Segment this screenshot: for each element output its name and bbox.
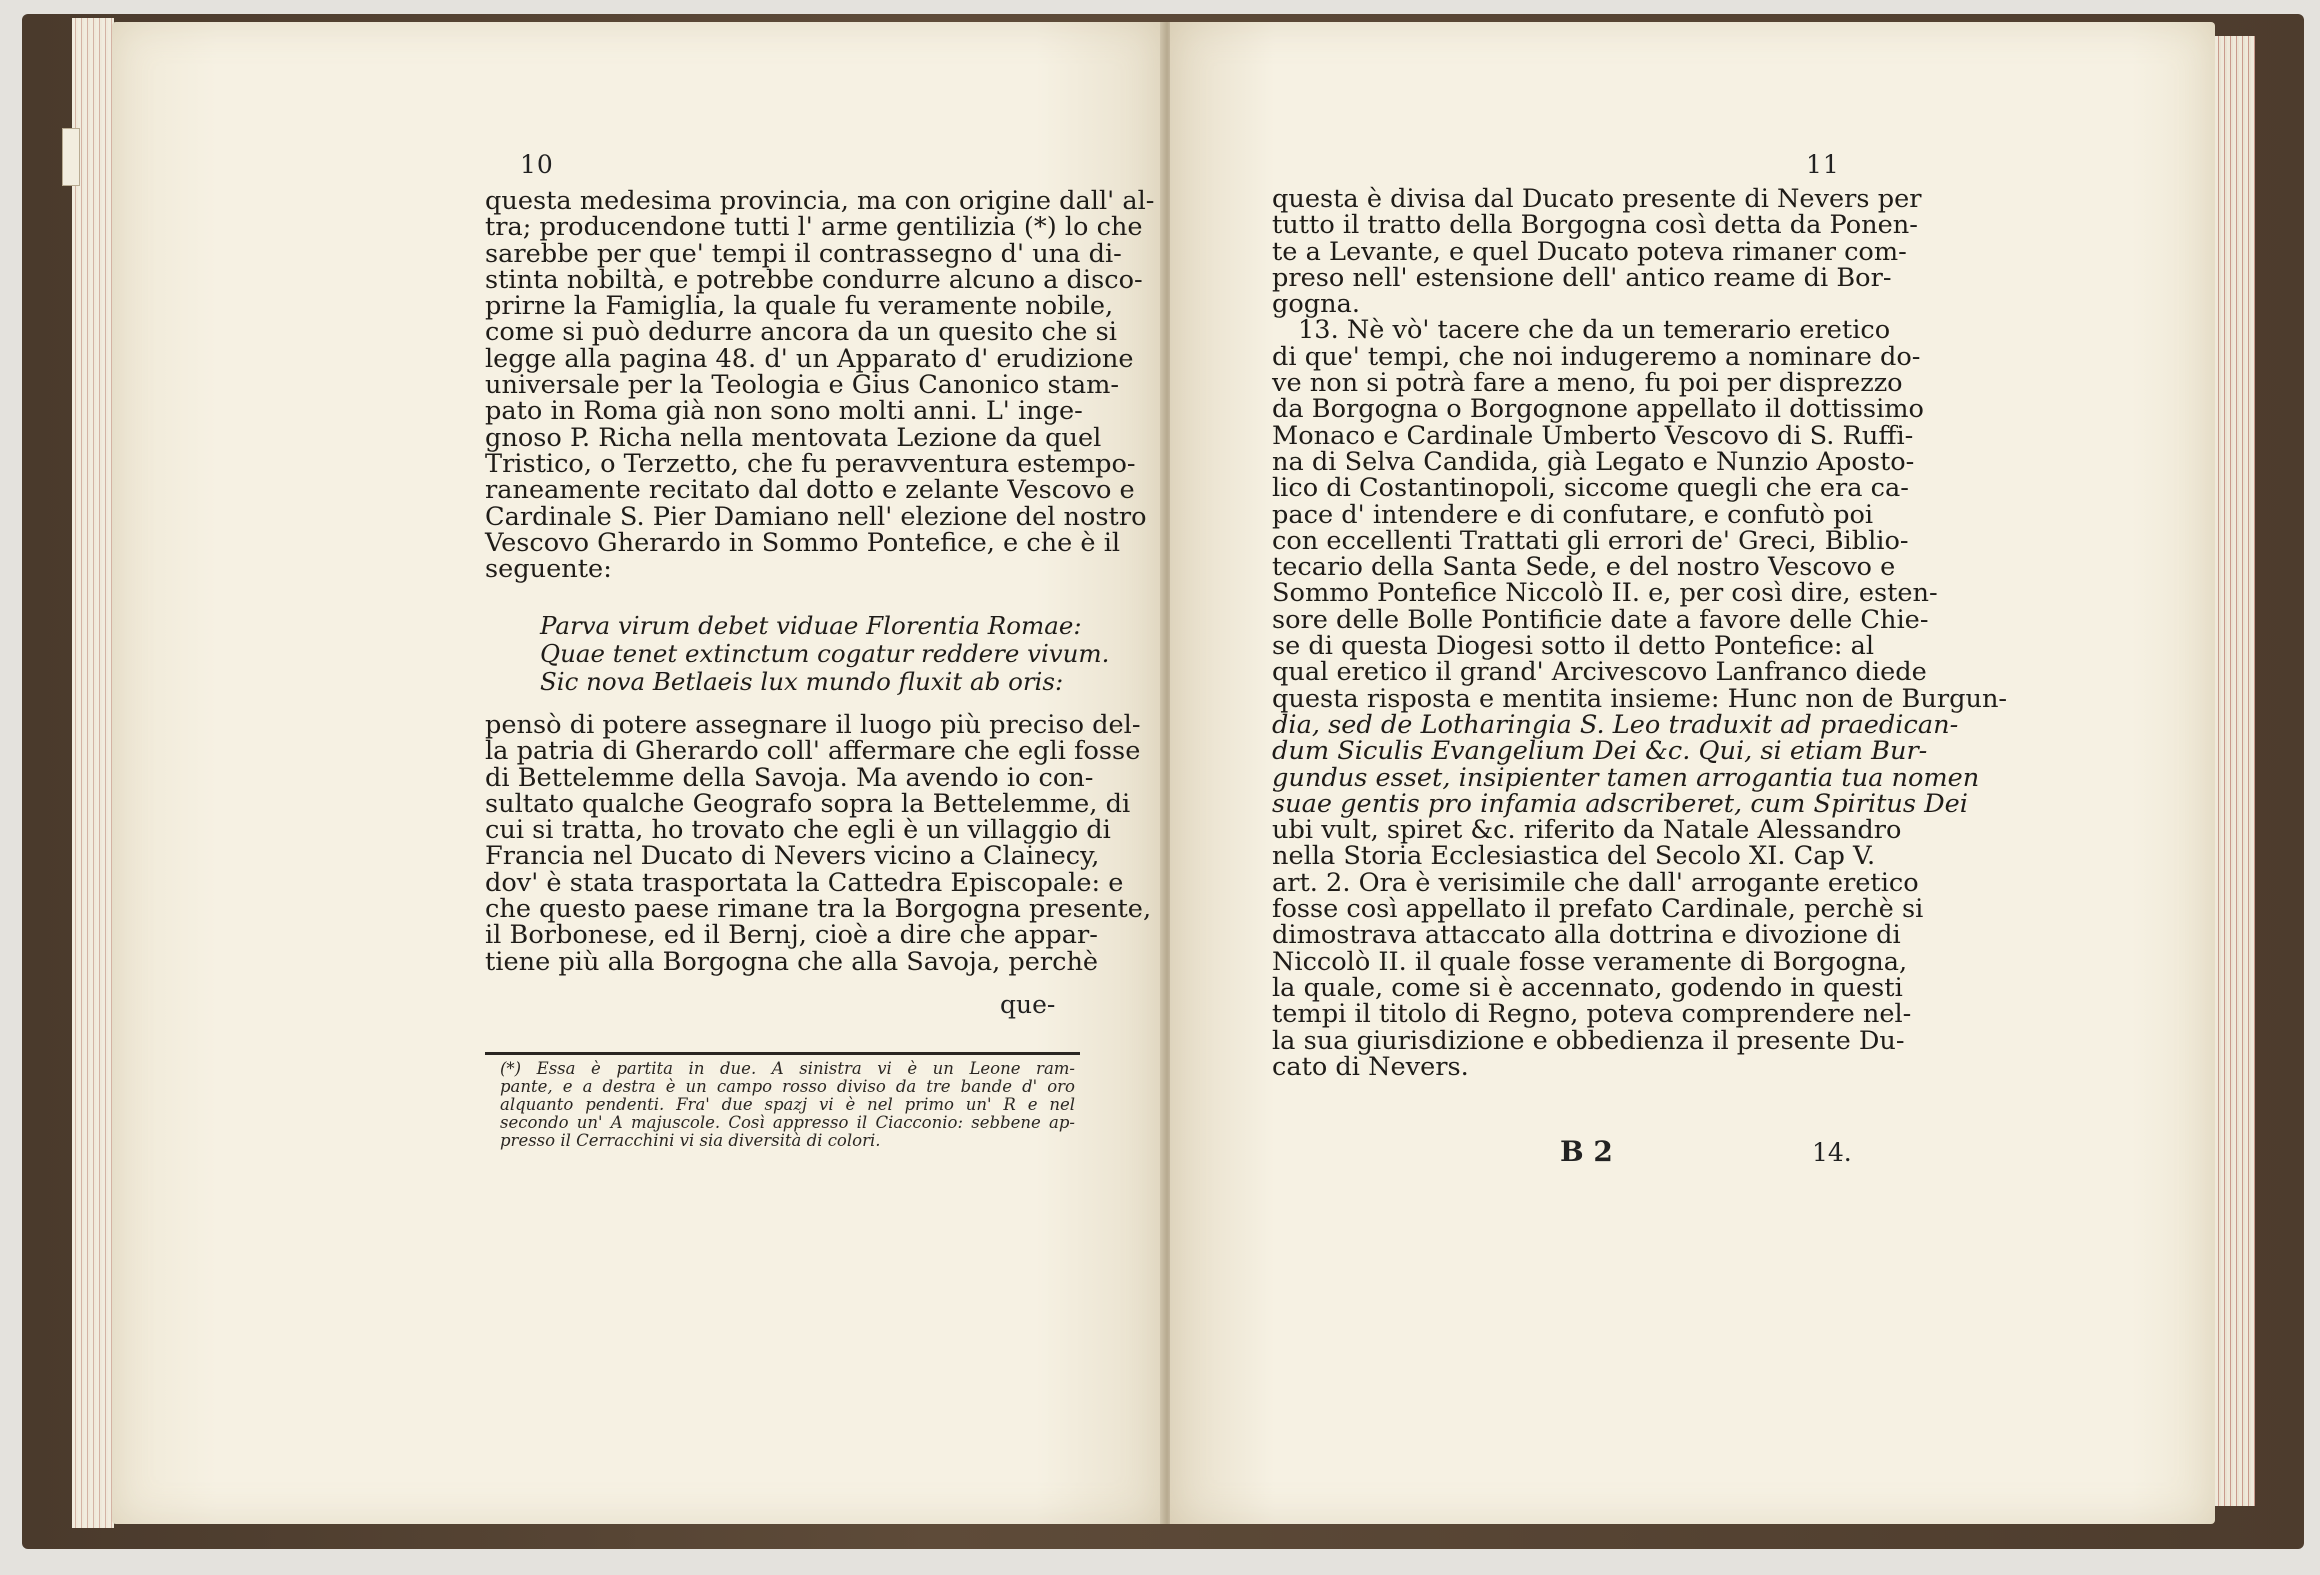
footnote-rule xyxy=(485,1052,1080,1055)
right-signature-mark: B 2 xyxy=(1560,1135,1613,1168)
text-line: il Borbonese, ed il Bernj, cioè a dire che appar- xyxy=(485,920,1098,951)
text-line: nella Storia Ecclesiastica del Secolo XI. Cap V. xyxy=(1272,841,1876,872)
text-line: cato di Nevers. xyxy=(1272,1051,1469,1082)
text-line: gogna. xyxy=(1272,289,1361,320)
verse-line: Parva virum debet viduae Florentia Romae: xyxy=(540,611,1082,640)
text-line: tutto il tratto della Borgogna così detta da Ponen- xyxy=(1272,210,1918,241)
text-line: sore delle Bolle Pontificie date a favore delle Chie- xyxy=(1272,604,1929,635)
text-line: con eccellenti Trattati gli errori de' Greci, Biblio- xyxy=(1272,525,1909,556)
left-footnote xyxy=(500,1060,1075,1150)
text-line: tempi il titolo di Regno, poteva comprendere nel- xyxy=(1272,999,1912,1030)
text-line: suae gentis pro infamia adscriberet, cum Spiritus Dei xyxy=(1272,788,1968,819)
text-line: te a Levante, e quel Ducato poteva rimaner com- xyxy=(1272,236,1907,267)
text-line: Sommo Pontefice Niccolò II. e, per così dire, esten- xyxy=(1272,578,1938,609)
text-line: tiene più alla Borgogna che alla Savoja, perchè xyxy=(485,946,1099,977)
text-line: dia, sed de Lotharingia S. Leo traduxit ad praedican- xyxy=(1272,709,1959,740)
text-line: universale per la Teologia e Gius Canonico stam- xyxy=(485,370,1120,401)
text-line: Vescovo Gherardo in Sommo Pontefice, e che è il xyxy=(485,527,1121,558)
text-line: pace d' intendere e di confutare, e confutò poi xyxy=(1272,499,1874,530)
text-line: di que' tempi, che noi indugeremo a nominare do- xyxy=(1272,341,1921,372)
footnote-line: presso il Cerracchini vi sia diversità di colori. xyxy=(500,1131,881,1150)
text-line: prirne la Famiglia, la quale fu veramente nobile, xyxy=(485,291,1114,322)
text-line: preso nell' estensione dell' antico reame di Bor- xyxy=(1272,262,1892,293)
text-line: che questo paese rimane tra la Borgogna presente, xyxy=(485,894,1152,925)
text-line: questa risposta e mentita insieme: Hunc non de Burgun- xyxy=(1272,683,2008,714)
footnote-line: alquanto pendenti. Fra' due spazj vi è nel primo un' R e nel xyxy=(500,1095,1075,1114)
text-line: 13. Nè vò' tacere che da un temerario eretico xyxy=(1298,315,1891,346)
text-line: dimostrava attaccato alla dottrina e divozione di xyxy=(1272,920,1901,951)
text-line: pato in Roma già non sono molti anni. L' inge- xyxy=(485,396,1083,427)
left-catchword: que- xyxy=(1000,990,1056,1019)
text-line: raneamente recitato dal dotto e zelante Vescovo e xyxy=(485,475,1135,506)
text-line: di Bettelemme della Savoja. Ma avendo io con- xyxy=(485,762,1094,793)
text-line: dum Siculis Evangelium Dei &c. Qui, si etiam Bur- xyxy=(1272,736,1928,767)
text-line: sarebbe per que' tempi il contrassegno d' una di- xyxy=(485,238,1122,269)
bookmark-tab xyxy=(62,128,80,186)
page-edges-left xyxy=(72,18,114,1528)
text-line: ve non si potrà fare a meno, fu poi per disprezzo xyxy=(1272,368,1903,399)
left-verse xyxy=(540,612,1109,696)
text-line: Tristico, o Terzetto, che fu peravventura estempo- xyxy=(485,448,1136,479)
left-text-block-2 xyxy=(485,710,1152,977)
text-line: tra; producendone tutti l' arme gentilizia (*) lo che xyxy=(485,212,1143,243)
text-line: dov' è stata trasportata la Cattedra Episcopale: e xyxy=(485,867,1124,898)
right-folio: 11 xyxy=(1806,150,1840,179)
right-text-block xyxy=(1272,184,2008,1082)
text-line: Francia nel Ducato di Nevers vicino a Clainecy, xyxy=(485,841,1100,872)
text-line: se di questa Diogesi sotto il detto Pontefice: al xyxy=(1272,631,1875,662)
text-line: pensò di potere assegnare il luogo più preciso del- xyxy=(485,710,1141,740)
text-line: art. 2. Ora è verisimile che dall' arrogante eretico xyxy=(1272,867,1919,898)
text-line: Cardinale S. Pier Damiano nell' elezione del nostro xyxy=(485,501,1147,532)
page-edges-right xyxy=(2215,36,2255,1506)
text-line: la quale, come si è accennato, godendo in questi xyxy=(1272,972,1903,1003)
text-line: seguente: xyxy=(485,554,612,585)
text-line: la patria di Gherardo coll' affermare che egli fosse xyxy=(485,736,1141,767)
footnote-line: pante, e a destra è un campo rosso diviso da tre bande d' oro xyxy=(500,1077,1075,1096)
left-folio: 10 xyxy=(520,150,554,179)
text-line: la sua giurisdizione e obbedienza il presente Du- xyxy=(1272,1025,1905,1056)
text-line: legge alla pagina 48. d' un Apparato d' erudizione xyxy=(485,343,1134,374)
left-text-block-1 xyxy=(485,186,1155,585)
text-line: tecario della Santa Sede, e del nostro Vescovo e xyxy=(1272,552,1896,583)
text-line: Niccolò II. il quale fosse veramente di Borgogna, xyxy=(1272,946,1908,977)
text-line: na di Selva Candida, già Legato e Nunzio Aposto- xyxy=(1272,446,1915,477)
text-line: come si può dedurre ancora da un quesito che si xyxy=(485,317,1117,348)
text-line: cui si tratta, ho trovato che egli è un villaggio di xyxy=(485,815,1111,846)
text-line: fosse così appellato il prefato Cardinale, perchè si xyxy=(1272,894,1924,925)
text-line: ubi vult, spiret &c. riferito da Natale Alessandro xyxy=(1272,815,1902,846)
footnote-line: secondo un' A majuscole. Così appresso il Ciacconio: sebbene ap- xyxy=(500,1113,1075,1132)
text-line: questa medesima provincia, ma con origine dall' al- xyxy=(485,186,1155,216)
right-catchword: 14. xyxy=(1812,1138,1852,1167)
text-line: da Borgogna o Borgognone appellato il dottissimo xyxy=(1272,394,1924,425)
verse-line: Sic nova Betlaeis lux mundo fluxit ab oris: xyxy=(540,667,1064,696)
verse-line: Quae tenet extinctum cogatur reddere vivum. xyxy=(540,639,1110,668)
text-line: lico di Costantinopoli, siccome quegli che era ca- xyxy=(1272,473,1909,504)
text-line: qual eretico il grand' Arcivescovo Lanfranco diede xyxy=(1272,657,1927,688)
text-line: questa è divisa dal Ducato presente di Nevers per xyxy=(1272,184,1922,214)
text-line: gnoso P. Richa nella mentovata Lezione da quel xyxy=(485,422,1102,453)
text-line: gundus esset, insipienter tamen arrogantia tua nomen xyxy=(1272,762,1980,793)
footnote-line: (*) Essa è partita in due. A sinistra vi è un Leone ram- xyxy=(500,1059,1075,1078)
text-line: sultato qualche Geografo sopra la Bettelemme, di xyxy=(485,788,1131,819)
text-line: stinta nobiltà, e potrebbe condurre alcuno a disco- xyxy=(485,264,1143,295)
text-line: Monaco e Cardinale Umberto Vescovo di S. Ruffi- xyxy=(1272,420,1914,451)
